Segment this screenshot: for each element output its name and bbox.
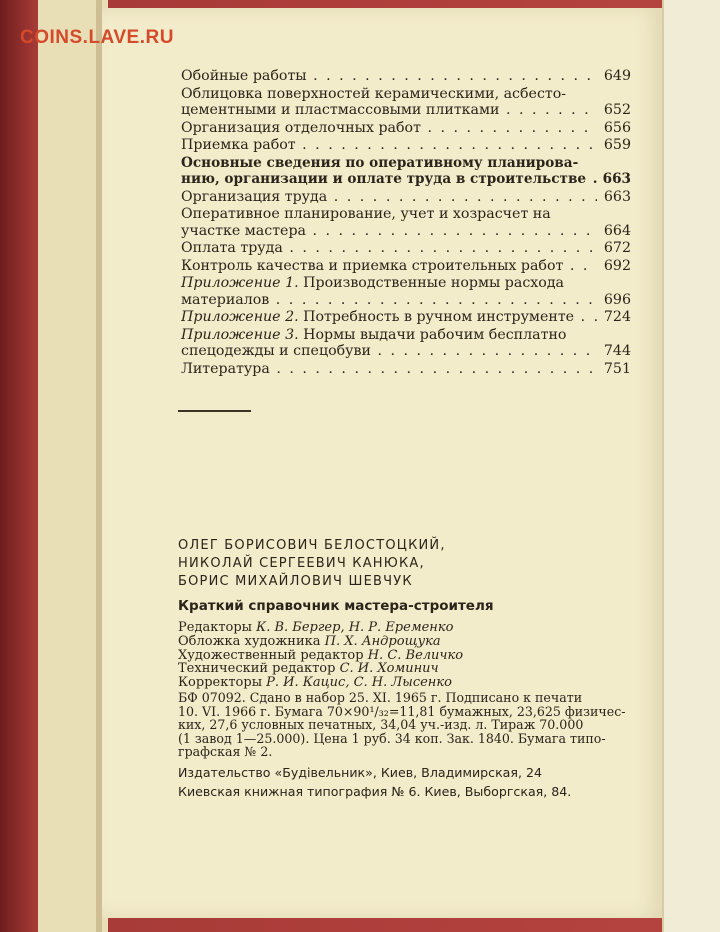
- imprint-line: ких, 27,6 условных печатных, 34,04 уч.-изд. л. Тираж 70.000: [178, 717, 584, 733]
- toc-entry: [181, 361, 631, 378]
- toc-page-number: 663: [603, 188, 631, 205]
- toc-entry-text: Приложение 3. Нормы выдачи рабочим бесплатно: [181, 326, 567, 343]
- table-of-contents: [181, 68, 631, 377]
- credit-role: Технический редактор: [178, 661, 340, 677]
- toc-entry: [181, 327, 631, 360]
- toc-page-number: 649: [603, 68, 631, 84]
- toc-page-number: 724: [603, 309, 631, 325]
- credit-line: [178, 635, 463, 649]
- credit-line: [178, 621, 463, 635]
- credit-names: Н. С. Величко: [367, 647, 464, 663]
- toc-page-number: 659: [603, 137, 631, 153]
- credit-role: Редакторы: [178, 620, 257, 635]
- author-line: БОРИС МИХАЙЛОВИЧ ШЕВЧУК: [178, 574, 413, 589]
- authors-block: [178, 537, 446, 591]
- toc-entry-text: нию, организации и оплате труда в строительстве . . .: [181, 171, 597, 188]
- toc-entry: [181, 206, 631, 239]
- toc-entry-text: спецодежды и спецобуви . . .: [181, 343, 597, 360]
- toc-entry: [181, 309, 631, 326]
- toc-entry-text: Организация труда . . .: [181, 189, 597, 206]
- divider-rule: [178, 410, 251, 412]
- imprint-line: (1 завод 1—25.000). Цена 1 руб. 34 коп. Зак. 1840. Бумага типо-: [178, 730, 606, 746]
- toc-entry: [181, 258, 631, 275]
- credit-names: К. В. Бергер, Н. Р. Еременко: [256, 620, 454, 635]
- toc-page-number: 744: [603, 343, 631, 359]
- credit-line: [178, 649, 463, 663]
- author-line: НИКОЛАЙ СЕРГЕЕВИЧ КАНЮКА,: [178, 556, 425, 571]
- toc-entry: [181, 155, 631, 188]
- watermark: COINS.LAVE.RU: [20, 27, 174, 48]
- toc-entry-text: Облицовка поверхностей керамическими, асбесто-: [181, 85, 567, 102]
- toc-page-number: 696: [603, 291, 631, 308]
- toc-page-number: 656: [603, 119, 631, 136]
- credit-role: Обложка художника: [178, 633, 325, 649]
- toc-entry-text: Организация отделочных работ . . .: [181, 120, 597, 137]
- toc-page-number: 692: [603, 257, 631, 274]
- toc-entry: [181, 86, 631, 119]
- credit-names: С. И. Хоминич: [339, 661, 439, 677]
- toc-page-number: 663: [602, 171, 631, 187]
- publisher-block: [178, 763, 571, 801]
- appendix-label: Приложение 3.: [181, 326, 299, 343]
- toc-entry-text: Приложение 2. Потребность в ручном инструменте . . .: [181, 309, 597, 326]
- credit-role: Художественный редактор: [178, 647, 368, 663]
- credit-names: П. Х. Андрощука: [324, 633, 441, 649]
- credit-line: [178, 676, 463, 690]
- toc-page-number: 652: [603, 102, 631, 118]
- credit-role: Корректоры: [178, 675, 267, 691]
- toc-entry-text: Контроль качества и приемка строительных работ . . .: [181, 258, 597, 275]
- imprint-line: графская № 2.: [178, 744, 273, 760]
- imprint-line: БФ 07092. Сдано в набор 25. XI. 1965 г. Подписано к печати: [178, 690, 583, 705]
- toc-entry-text: Оперативное планирование, учет и хозрасчет на: [181, 206, 551, 222]
- toc-entry: [181, 120, 631, 137]
- toc-entry-text: участке мастера . . .: [181, 223, 597, 240]
- toc-page-number: 672: [603, 240, 631, 256]
- appendix-label: Приложение 2.: [181, 309, 299, 325]
- right-page-edge: [662, 0, 720, 932]
- credit-line: [178, 662, 463, 676]
- toc-entry-text: Приложение 1. Производственные нормы расхода: [181, 275, 565, 291]
- toc-entry-text: Оплата труда . . .: [181, 240, 597, 257]
- toc-entry-text: Литература . . .: [181, 361, 597, 378]
- printer-line: Киевская книжная типография № 6. Киев, Выборгская, 84.: [178, 784, 572, 799]
- toc-entry: [181, 240, 631, 257]
- toc-entry-text: Приемка работ . . .: [181, 137, 597, 154]
- toc-entry-text: Обойные работы . . .: [181, 68, 597, 85]
- toc-entry: [181, 68, 631, 85]
- author-line: ОЛЕГ БОРИСОВИЧ БЕЛОСТОЦКИЙ,: [178, 538, 446, 553]
- toc-entry-text: Основные сведения по оперативному планирова-: [181, 154, 579, 171]
- toc-entry: [181, 137, 631, 154]
- toc-entry-text: цементными и пластмассовыми плитками . . .: [181, 102, 597, 119]
- credit-names: Р. И. Кацис, С. Н. Лысенко: [266, 675, 452, 691]
- toc-entry: [181, 275, 631, 308]
- appendix-label: Приложение 1.: [181, 275, 299, 291]
- toc-entry-text: материалов . . .: [181, 292, 597, 309]
- book-title: Краткий справочник мастера-строителя: [178, 598, 494, 614]
- toc-page-number: 751: [603, 360, 631, 377]
- toc-entry: [181, 189, 631, 206]
- toc-page-number: 664: [603, 222, 631, 239]
- imprint-block: [178, 691, 638, 759]
- credits-block: [178, 621, 463, 690]
- publisher-line: Издательство «Будівельник», Киев, Владимирская, 24: [178, 765, 543, 780]
- imprint-line: 10. VI. 1966 г. Бумага 70×90¹/₃₂=11,81 бумажных, 23,625 физичес-: [178, 703, 626, 719]
